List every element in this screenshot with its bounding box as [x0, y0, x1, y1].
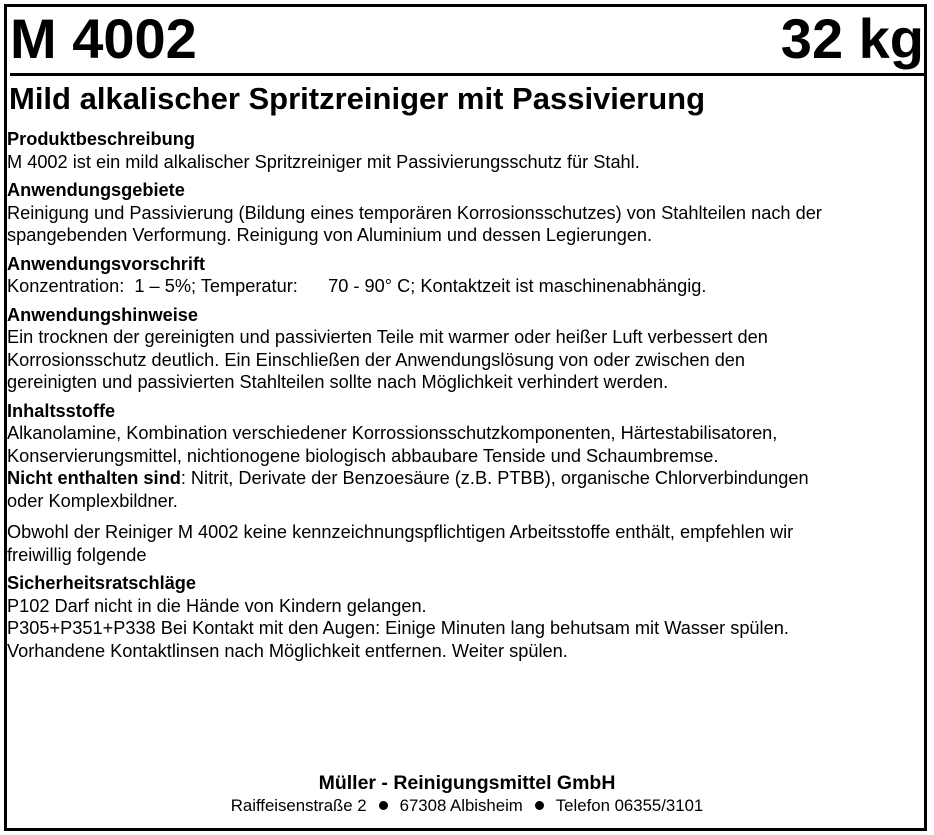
- company-address: [4, 795, 930, 817]
- section-heading: Anwendungshinweise: [7, 304, 198, 325]
- bullet-icon: [379, 801, 388, 810]
- label-content: [7, 128, 912, 668]
- section-text-line: P102 Darf nicht in die Hände von Kindern gelangen.: [7, 595, 427, 616]
- section-inhaltsstoffe: [7, 400, 912, 513]
- section-text-line: Ein trocknen der gereinigten und passivierten Teile mit warmer oder heißer Luft verbessert den: [7, 327, 768, 347]
- section-kennzeichnung-hinweis: [7, 521, 912, 566]
- section-heading: Sicherheitsratschläge: [7, 573, 197, 593]
- section-text-line: Reinigung und Passivierung (Bildung eines temporären Korrosionsschutzes) von Stahlteilen nach der: [7, 202, 822, 223]
- address-phone: Telefon 06355/3101: [555, 796, 704, 815]
- section-heading: Anwendungsgebiete: [7, 180, 185, 200]
- section-text-line: gereinigten und passivierten Stahlteilen sollte nach Möglichkeit verhindert werden.: [7, 372, 669, 392]
- section-text-line: oder Komplexbildner.: [7, 490, 178, 511]
- section-produktbeschreibung: [7, 128, 912, 173]
- header-divider: [10, 73, 924, 76]
- section-heading: Anwendungsvorschrift: [7, 253, 206, 274]
- not-included-label: Nicht enthalten sind: [7, 468, 181, 488]
- section-heading: Inhaltsstoffe: [7, 400, 116, 421]
- section-text-line: Konservierungsmittel, nichtionogene biologisch abbaubare Tenside und Schaumbremse.: [7, 445, 719, 466]
- section-anwendungshinweise: [7, 304, 912, 394]
- section-text-line: freiwillig folgende: [7, 544, 147, 565]
- section-text-line: spangebenden Verformung. Reinigung von Aluminium und dessen Legierungen.: [7, 225, 653, 245]
- section-text: Konzentration: 1 – 5%; Temperatur: 70 - 90° C; Kontaktzeit ist maschinenabhängig.: [7, 276, 707, 296]
- section-text: M 4002 ist ein mild alkalischer Spritzreiniger mit Passivierungsschutz für Stahl.: [7, 151, 640, 172]
- section-text-line: Obwohl der Reiniger M 4002 keine kennzeichnungspflichtigen Arbeitsstoffe enthält, empfehlen wir: [7, 522, 794, 542]
- section-sicherheitsratschlaege: [7, 572, 912, 662]
- address-street: Raiffeisenstraße 2: [230, 796, 367, 815]
- product-code: M 4002: [10, 7, 197, 70]
- label-header: [10, 4, 924, 74]
- address-city: 67308 Albisheim: [399, 796, 523, 815]
- section-text-line: P305+P351+P338 Bei Kontakt mit den Augen: Einige Minuten lang behutsam mit Wasser spülen.: [7, 618, 789, 638]
- product-title: Mild alkalischer Spritzreiniger mit Passivierung: [9, 81, 706, 116]
- not-included-text: : Nitrit, Derivate der Benzoesäure (z.B. PTBB), organische Chlorverbindungen: [180, 468, 809, 488]
- section-text-line: Korrosionsschutz deutlich. Ein Einschließen der Anwendungslösung von oder zwischen den: [7, 349, 746, 370]
- section-text-line: Alkanolamine, Kombination verschiedener Korrossionsschutzkomponenten, Härtestabilisatoren,: [7, 423, 778, 443]
- company-name: Müller - Reinigungsmittel GmbH: [318, 772, 616, 794]
- section-anwendungsgebiete: [7, 179, 912, 247]
- section-text-line: Vorhandene Kontaktlinsen nach Möglichkeit entfernen. Weiter spülen.: [7, 640, 568, 661]
- bullet-icon: [535, 801, 544, 810]
- section-heading: Produktbeschreibung: [7, 129, 195, 149]
- not-included-line: [7, 467, 912, 490]
- product-weight: 32 kg: [780, 7, 924, 70]
- section-anwendungsvorschrift: [7, 253, 912, 298]
